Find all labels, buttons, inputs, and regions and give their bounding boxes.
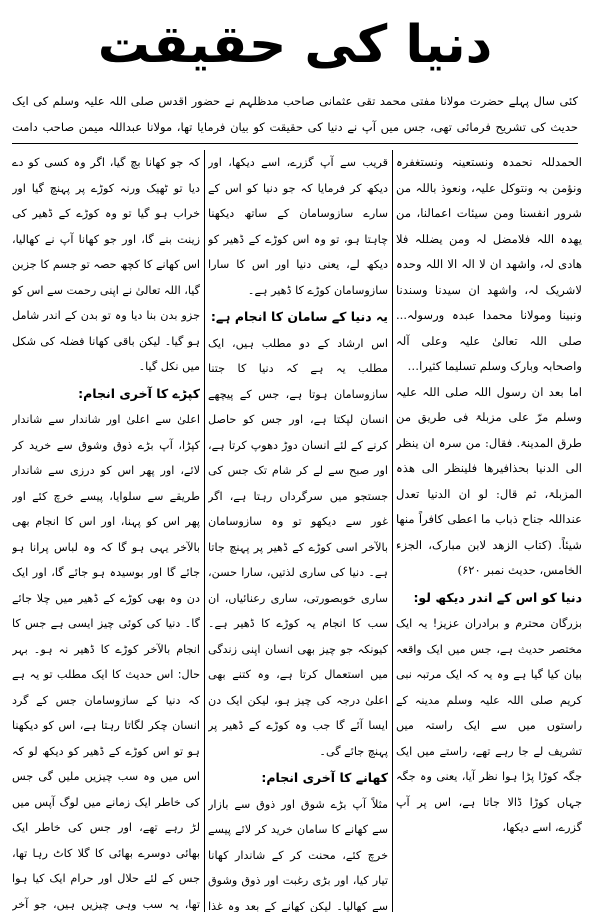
paragraph: بزرگان محترم و برادران عزیز! یہ ایک مختصر حدیث ہے، جس میں ایک واقعہ بیان کیا گیا ہے وہ یہ کہ ایک مرتبہ نبی کریم صلی اللہ علیہ وسلم مدینہ کے راستوں میں سے ایک راستہ میں تشریف لے جا رہے تھے، راستے میں ایک جگہ کوڑا پڑا ہوا نظر آیا، یعنی وہ جگہ جہاں کوڑا ڈالا جاتا ہے، اس پر آپ گزرے، اسے دیکھا، bbox=[396, 617, 582, 834]
column-middle bbox=[208, 150, 388, 912]
paragraph: مثلاً آپ بڑے شوق اور ذوق سے بازار سے کھانے کا سامان خرید کر لائے پیسے خرچ کئے، محنت کر کے شاندار کھانا تیار کیا، اور بڑی رغبت اور ذوق وشوق سے کھالیا۔ لیکن کھانے کے بعد وہ غذا bbox=[208, 797, 388, 912]
arabic-opening: الحمدللہ نحمدہ ونستعینہ ونستغفرہ ونؤمن بہ ونتوکل علیہ، ونعوذ باللہ من شرور انفسنا ومن سیئات اعمالنا، من یھدہ اللہ فلامضل لہ ومن یضللہ فلا ھادی لہ، واشھد ان لا الہ الا اللہ وحدہ لاشریک لہ، واشھد ان سیدنا وسندنا ونبینا ومولانا محمدا عبدہ ورسولہ... صلی اللہ تعالیٰ علیہ وعلی آلہ واصحابہ وبارک وسلم تسلیما کثیرا… bbox=[396, 155, 582, 373]
paragraph: اس ارشاد کے دو مطلب ہیں، ایک مطلب یہ ہے کہ دنیا کا جتنا سازوسامان ہوتا ہے، جس کے پیچھے انسان لپکتا ہے، اور جس کو حاصل کرنے کے لئے انسان دوڑ دھوپ کرتا ہے، اور صبح سے لے کر شام تک جس کی جستجو میں سرگرداں رہتا ہے، اگر غور سے دیکھو تو وہ سازوسامان بالآخر اسی کوڑے کے ڈھیر پر پہنچ جاتا ہے۔ دنیا کی ساری لذتیں، سارا حسن، ساری خوبصورتی، ساری رعنائیاں، ان سب کا انجام یہ کوڑے کا ڈھیر ہے۔ کیونکہ جو چیز بھی انسان اپنی زندگی میں استعمال کرتا ہے، وہ کتنے بھی اعلیٰ درجہ کی چیز ہو، لیکن ایک دن ایسا آئے گا جب وہ کوڑے کے ڈھیر پر پہنچ جائے گی۔ bbox=[208, 336, 388, 758]
paragraph: کہ جو کھانا بچ گیا، اگر وہ کسی کو دے دیا تو ٹھیک ورنہ کوڑے پر پہنچ گیا اور خراب ہو گیا تو وہ کوڑے کے ڈھیر کی زینت بنے گا، اور جو کھانا آپ نے کھالیا، اس کھانے کا کچھ حصہ تو جسم کا جزبن گیا، اللہ تعالیٰ نے اپنی رحمت سے اس کو جزو بدن بنا دیا وہ تو بدن کے اندر شامل ہو گیا۔ لیکن باقی کھانا فضلہ کی شکل میں نکل گیا۔ bbox=[12, 156, 200, 373]
column-divider bbox=[204, 150, 205, 912]
editorial-intro: کئی سال پہلے حضرت مولانا مفتی محمد تقی عثمانی صاحب مدظلہم نے حضور اقدس صلی اللہ علیہ وسلم کی ایک حدیث کی تشریح فرمائی تھی، جس میں آپ نے دنیا کی حقیقت کو بیان فرمایا تھا، مولانا عبداللہ میمن صاحب دامت bbox=[12, 94, 578, 134]
column-divider bbox=[392, 150, 393, 912]
section-heading-world-goods-end: یہ دنیا کے سامان کا انجام ہے: bbox=[210, 309, 388, 324]
section-heading-food-end: کھانے کا آخری انجام: bbox=[261, 770, 388, 785]
column-left bbox=[12, 150, 200, 912]
article-title: دنیا کی حقیقت bbox=[97, 15, 493, 75]
intro-divider bbox=[12, 143, 578, 144]
paragraph: اعلیٰ سے اعلیٰ اور شاندار سے شاندار کپڑا، آپ بڑے ذوق وشوق سے خرید کر لائے، اور پھر اس کو درزی سے شاندار طریقے سے سلوایا، پیسے خرچ کئے اور پھر اس کو پہنا، اور اس کا انجام بھی بالآخر یہی ہو گا کہ وہ لباس پرانا ہو جائے گا اور بوسیدہ ہو جائے گا، اور ایک دن وہ بھی کوڑے کے ڈھیر میں چلا جائے گا۔ دنیا کی کوئی چیز ایسی ہے جس کا انجام بالآخر کوڑے کا ڈھیر نہ ہو۔ بہر حال: اس حدیث کا ایک مطلب تو یہ ہے کہ دنیا کے سازوسامان جس کے گرد انسان چکر لگاتا رہتا ہے، اس کو دیکھنا ہو تو اس کوڑے کے ڈھیر کو دیکھ لو کہ اس میں وہ سب چیزیں ملیں گی جس کی خاطر ایک زمانے میں لوگ آپس میں لڑ رہے تھے، اور جس کی خاطر ایک بھائی دوسرے بھائی کا گلا کاٹ رہا تھا، جس کے لئے حلال اور حرام ایک کیا ہوا تھا، یہ سب وہی چیزیں ہیں، جو آخر bbox=[12, 413, 200, 911]
column-right bbox=[396, 150, 582, 912]
section-heading-clothes-end: کپڑے کا آخری انجام: bbox=[78, 385, 200, 401]
arabic-hadith: اما بعد ان رسول اللہ صلی اللہ علیہ وسلم مرّ علی مزبلۃ فی طریق من طرق المدینۃ. فقال: من سرہ ان ینظر الی الدنیا بحذافیرھا فلینظر الی ھذہ المزبلۃ، ثم قال: لو ان الدنیا تعدل عنداللہ جناح ذباب ما اعطی کافراً منھا شیئاً. (کتاب الزھد لابن مبارک، الجزء الخامس، حدیث نمبر ۶۲۰) bbox=[396, 384, 582, 577]
section-heading-see-the-world: دنیا کو اس کے اندر دیکھ لو: bbox=[413, 589, 582, 605]
paragraph: قریب سے آپ گزرے، اسے دیکھا، اور دیکھ کر فرمایا کہ جو دنیا کو اس کے سارے سازوسامان کے ساتھ دیکھنا چاہتا ہو، تو وہ اس کوڑے کے ڈھیر کو دیکھ لے، یعنی دنیا اور اس کا سارا سازوسامان کوڑے کا ڈھیر ہے۔ bbox=[208, 156, 388, 297]
